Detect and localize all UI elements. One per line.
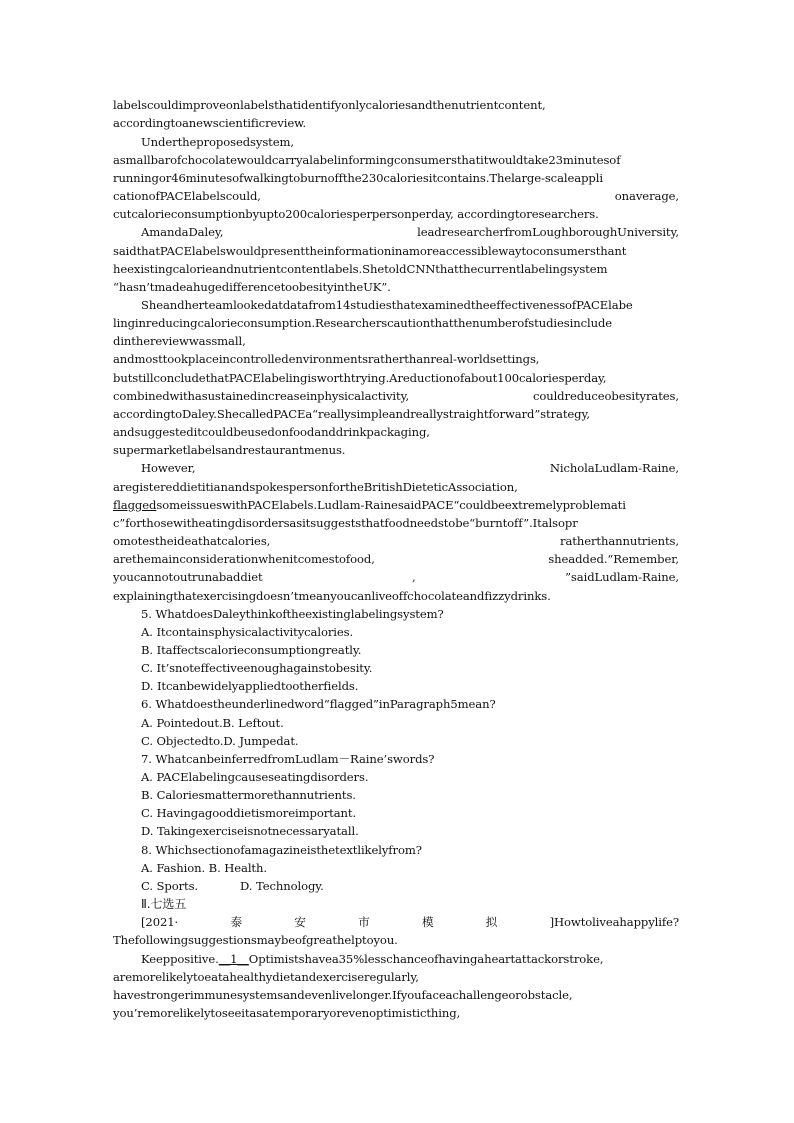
passage-line: cutcalorieconsumptionbyupto200caloriesperpersonperday, accordingtoresearchers. — [113, 207, 599, 221]
answer-option: A. Fashion. B. Health. — [141, 861, 267, 875]
passage-fragment: ratherthannutrients, — [560, 534, 679, 548]
source-fragment: ]Howtoliveahappylife? — [549, 915, 679, 929]
passage-line: Undertheproposedsystem, — [141, 135, 294, 149]
passage-line: aremorelikelytoeatahealthydietandexerciseregularly, — [113, 970, 419, 984]
passage-fragment: sheadded.“Remember, — [548, 552, 679, 566]
passage-line: accordingtoDaley.ShecalledPACEa“reallysimpleandreallystraightforward”strategy, — [113, 407, 590, 421]
passage-fragment: omotestheideathatcalories, — [113, 534, 271, 548]
passage-line: c”forthosewitheatingdisordersasitsuggeststhatfoodneedstobe“burntoff”.Italsopr — [113, 516, 578, 530]
question-stem: 5. WhatdoesDaleythinkoftheexistinglabelingsystem? — [141, 607, 444, 621]
passage-line — [141, 223, 679, 241]
source-fragment: 模 — [421, 915, 434, 929]
answer-option: C. Havingagooddietismoreimportant. — [141, 806, 357, 820]
passage-line: “hasn’tmadeahugedifferencetoobesityintheUK”. — [113, 280, 391, 294]
answer-option-fragment: D. Technology. — [240, 879, 324, 893]
passage-line — [141, 950, 679, 968]
question-stem: 8. Whichsectionofamagazineisthetextlikelyfrom? — [141, 843, 422, 857]
passage-line: andmosttookplaceincontrolledenvironmentsratherthanreal-worldsettings, — [113, 352, 540, 366]
passage-line: runningor46minutesofwalkingtoburnoffthe230caloriesitcontains.Thelarge-scaleappli — [113, 171, 603, 185]
question-stem: 7. WhatcanbeinferredfromLudlam－Raine’swords? — [141, 752, 435, 766]
source-fragment: 拟 — [485, 915, 498, 929]
passage-fragment: someissueswithPACElabels.Ludlam-RainesaidPACE“couldbeextremelyproblemati — [156, 498, 626, 512]
passage-fragment: couldreduceobesityrates, — [532, 389, 679, 403]
answer-option: C. Objectedto.D. Jumpedat. — [141, 734, 299, 748]
passage-line — [113, 550, 679, 568]
passage-line: labelscouldimproveonlabelsthatidentifyonlycaloriesandthenutrientcontent, — [113, 98, 546, 112]
answer-option: A. Itcontainsphysicalactivitycalories. — [141, 625, 354, 639]
answer-option: D. Takingexerciseisnotnecessaryatall. — [141, 824, 359, 838]
source-fragment: 泰 — [230, 915, 242, 929]
passage-fragment: youcannotoutrunabaddiet — [113, 570, 263, 584]
passage-fragment: arethemainconsiderationwhenitcomestofood, — [113, 552, 375, 566]
answer-option: B. Itaffectscalorieconsumptiongreatly. — [141, 643, 362, 657]
question-stem: 6. Whatdoestheunderlinedword“flagged”inParagraph5mean? — [141, 697, 496, 711]
answer-option: A. Pointedout.B. Leftout. — [141, 716, 284, 730]
passage-line: explainingthatexercisingdoesn’tmeanyoucanliveoffchocolateandfizzydrinks. — [113, 589, 551, 603]
passage-fragment: Optimistshavea35%lesschanceofhavingaheartattackorstroke, — [248, 952, 604, 966]
passage-line: aregistereddietitianandspokespersonfortheBritishDieteticAssociation, — [113, 480, 518, 494]
answer-blank: __1__ — [218, 952, 249, 966]
source-fragment: 安 — [294, 915, 306, 929]
passage-line: heexistingcalorieandnutrientcontentlabels.ShetoldCNNthatthecurrentlabelingsystem — [113, 262, 608, 276]
passage-line: linginreducingcalorieconsumption.Researcherscautionthatthenumberofstudiesinclude — [113, 316, 613, 330]
section-heading: Ⅱ.七选五 — [141, 897, 187, 911]
passage-fragment: , — [412, 570, 416, 584]
passage-line: Sheandherteamlookedatdatafrom14studiesthatexaminedtheeffectivenessofPACElabe — [141, 298, 633, 312]
passage-fragment: ”saidLudlam-Raine, — [565, 570, 679, 584]
passage-line: accordingtoanewscientificreview. — [113, 116, 307, 130]
source-fragment: [2021· — [141, 915, 179, 929]
passage-line: saidthatPACElabelswouldpresenttheinformationinamoreaccessiblewaytoconsumersthant — [113, 244, 627, 258]
passage-line: supermarketlabelsandrestaurantmenus. — [113, 443, 346, 457]
passage-line — [113, 496, 679, 514]
answer-option: D. Itcanbewidelyappliedtootherfields. — [141, 679, 359, 693]
passage-line: andsuggesteditcouldbeusedonfoodanddrinkpackaging, — [113, 425, 430, 439]
passage-fragment: NicholaLudlam-Raine, — [549, 461, 679, 475]
passage-line: asmallbarofchocolatewouldcarryalabelinformingconsumersthatitwouldtake23minutesof — [113, 153, 621, 167]
passage-line — [113, 387, 679, 405]
source-fragment: 市 — [358, 915, 370, 929]
passage-line — [141, 459, 679, 477]
passage-fragment: AmandaDaley, — [141, 225, 224, 239]
passage-line — [113, 187, 679, 205]
answer-option: A. PACElabelingcauseseatingdisorders. — [141, 770, 369, 784]
passage-fragment: Keeppositive. — [141, 952, 219, 966]
passage-fragment: combinedwithasustainedincreaseinphysicalactivity, — [113, 389, 410, 403]
answer-option: C. It’snoteffectiveenoughagainstobesity. — [141, 661, 373, 675]
answer-option: B. Caloriesmattermorethannutrients. — [141, 788, 356, 802]
underlined-word: flagged — [113, 498, 157, 512]
passage-line: butstillconcludethatPACElabelingisworthtrying.Areductionofabout100caloriesperday, — [113, 371, 607, 385]
source-line — [141, 913, 679, 931]
passage-line — [113, 532, 679, 550]
passage-fragment: cationofPACElabelscould, — [113, 189, 261, 203]
answer-option-fragment: C. Sports. — [141, 879, 199, 893]
answer-option — [141, 877, 707, 895]
passage-fragment: However, — [141, 461, 196, 475]
passage-line: havestrongerimmunesystemsandevenlivelonger.Ifyoufaceachallengeorobstacle, — [113, 988, 573, 1002]
passage-line — [113, 568, 679, 586]
passage-fragment: onaverage, — [614, 189, 679, 203]
passage-line: dinthereviewwassmall, — [113, 334, 246, 348]
passage-line: you’remorelikelytoseeitasatemporaryorevenoptimisticthing, — [113, 1006, 461, 1020]
passage-fragment: leadresearcherfromLoughboroughUniversity, — [417, 225, 679, 239]
passage-line: Thefollowingsuggestionsmaybeofgreathelptoyou. — [113, 933, 398, 947]
